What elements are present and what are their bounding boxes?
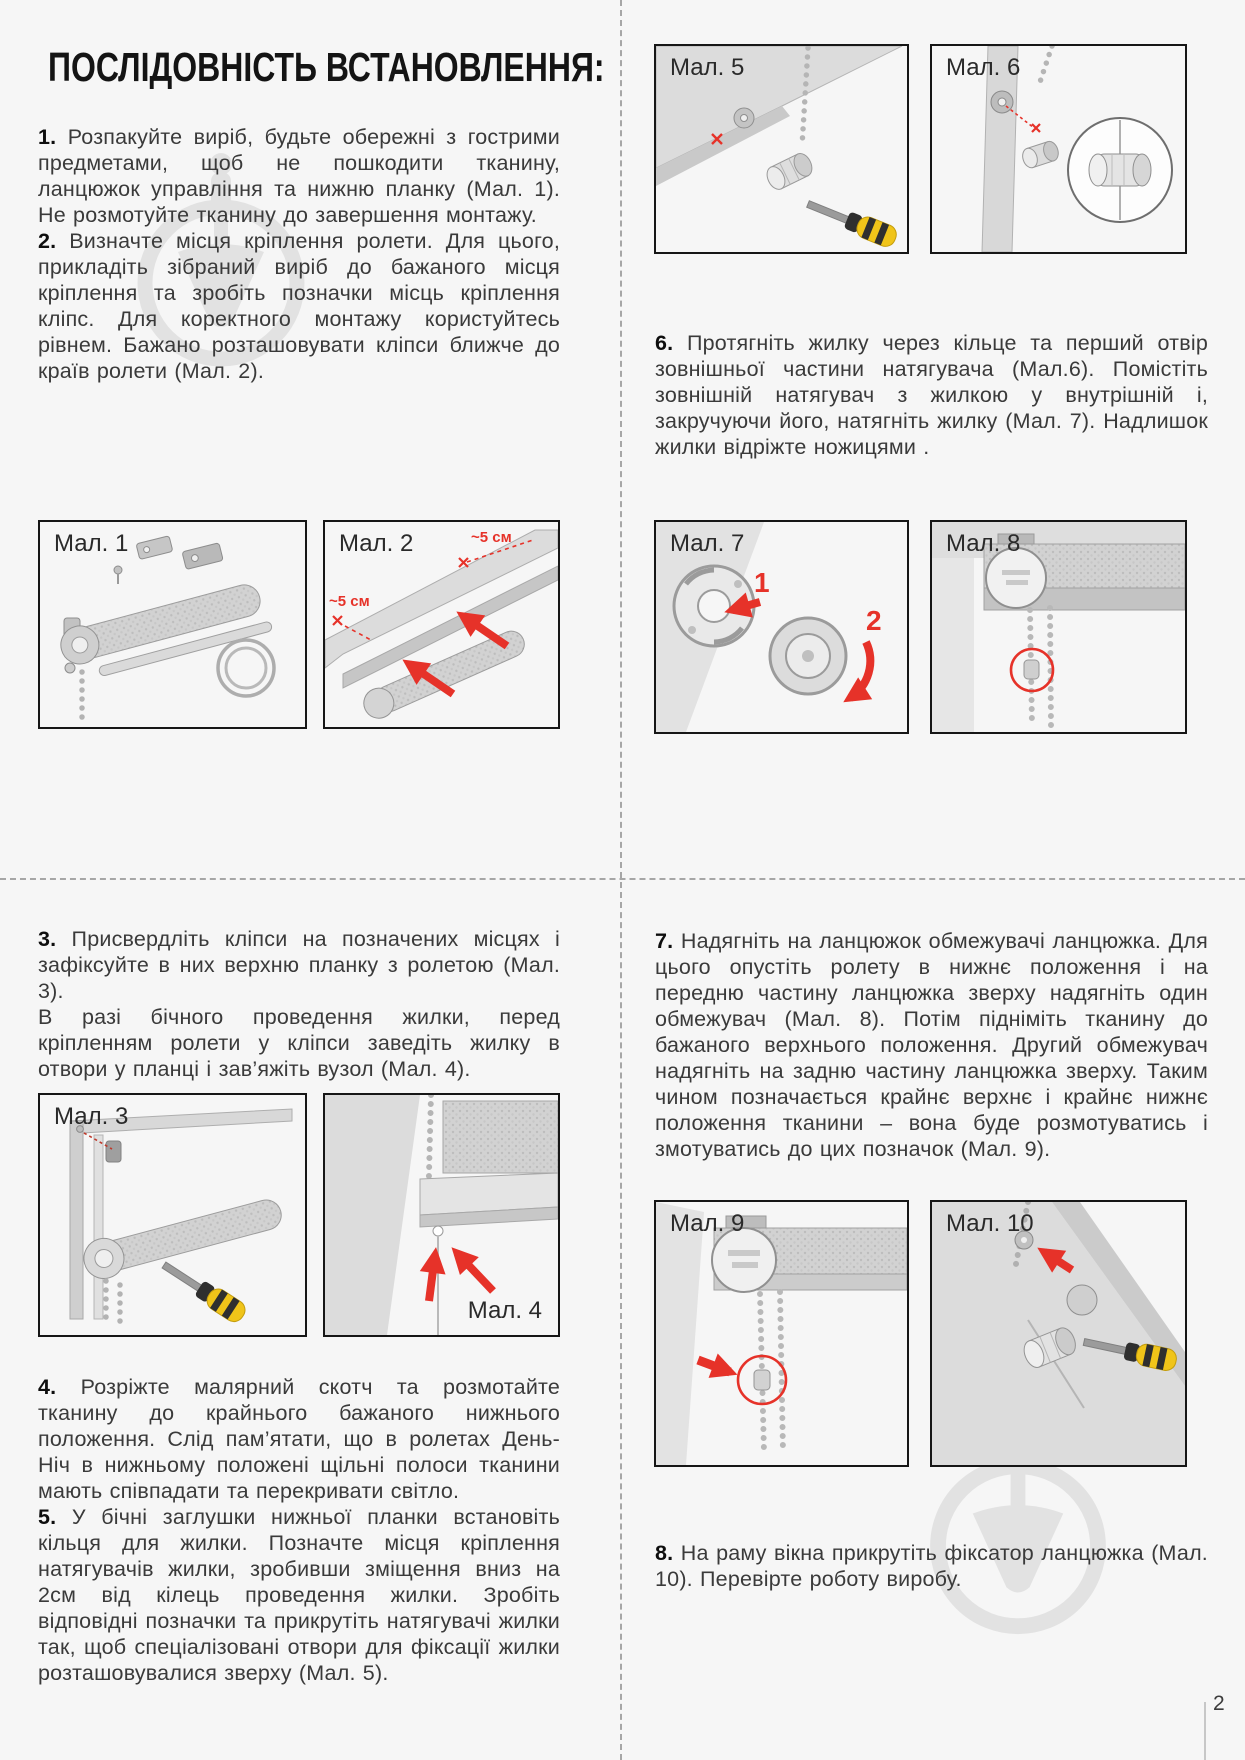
- step-1: [38, 124, 560, 228]
- step-7-number: 7.: [655, 929, 674, 953]
- fig2-left-measure-label: ~5 см: [329, 593, 370, 610]
- step-7-text: Надягніть на ланцюжок обмежувачі ланцюжка. Для цього опустіть ролету в нижнє положення і на передню частину ланцюжка зверху надягніть один обмежувач (Мал. 8). Потім підніміть тканину до бажаного верхнього положення. Другий обмежувач надягніть на задню частину ланцюжка зверху. Таким чином позначається крайнє верхнє і крайнє нижнє положення тканини – вона буде розмотуватись і змотуватись до цих позначок (Мал. 9).: [655, 929, 1208, 1161]
- figure-4-label: Мал. 4: [467, 1297, 542, 1324]
- step-8: [655, 1540, 1208, 1592]
- figure-9-box: [654, 1200, 909, 1467]
- step-8-text: На раму вікна прикрутіть фіксатор ланцюжка (Мал. 10). Перевірте роботу виробу.: [655, 1541, 1208, 1591]
- figure-8-label: Мал. 8: [946, 530, 1021, 557]
- figure-10-box: [930, 1200, 1187, 1467]
- step-6-text: Протягніть жилку через кільце та перший отвір зовнішньої частини натягувача (Мал.6). Помістіть зовнішній натягувач з жилкою у внутрішній і, закручуючи його, натягніть жилку (Мал. 7). Надлишок жилки відріжте ножицями .: [655, 331, 1208, 459]
- text-column-step-7: [655, 928, 1208, 1162]
- text-column-steps-4-5: [38, 1374, 560, 1686]
- step-3-text: Присвердліть кліпси на позначених місцях і зафіксуйте в них верхню планку з ролетою (Мал. 3).: [38, 927, 560, 1003]
- fig7-step1-label: 1: [754, 567, 770, 598]
- text-column-step-8: [655, 1540, 1208, 1592]
- step-1-text: Розпакуйте виріб, будьте обережні з гострими предметами, щоб не пошкодити тканину, ланцюжок управління та нижню планку (Мал. 1). Не розмотуйте тканину до завершення монтажу.: [38, 125, 560, 227]
- figure-3-label: Мал. 3: [54, 1103, 129, 1130]
- figure-5-box: [654, 44, 909, 254]
- page-title: ПОСЛІДОВНІСТЬ ВСТАНОВЛЕННЯ:: [48, 44, 605, 90]
- step-1-number: 1.: [38, 125, 57, 149]
- horizontal-dashed-divider: [0, 878, 1245, 880]
- vertical-dashed-divider: [620, 0, 622, 1760]
- step-4-text: Розріжте малярний скотч та розмотайте тканину до крайнього бажаного нижнього положення. Слід пам’ятати, що в ролетах День-Ніч в нижньому положені щільні полоси тканини мають співпадати та перекривати світло.: [38, 1375, 560, 1503]
- figure-2-box: [323, 520, 560, 729]
- figure-6-box: [930, 44, 1187, 254]
- step-3-continued: [38, 1004, 560, 1082]
- step-5-text: У бічні заглушки нижньої планки встановіть кільця для жилки. Позначте місця кріплення натягувачів жилки, зробивши зміщення вниз на 2см від кілець проведення жилки. Зробіть відповідні позначки та прикрутіть натягувачі жилки так, щоб спеціалізовані отвори для фіксації жилки розташовувалися зверху (Мал. 5).: [38, 1505, 560, 1685]
- step-2-text: Визначте місця кріплення ролети. Для цього, прикладіть зібраний виріб до бажаного місця кріплення та зробіть позначки місць кріплення кліпс. Для коректного монтажу користуйтесь рівнем. Бажано розташовувати кліпси ближче до країв ролети (Мал. 2).: [38, 229, 560, 383]
- figure-3-box: [38, 1093, 307, 1337]
- figure-9-illustration-chain-limiter: [656, 1202, 907, 1465]
- step-3-number: 3.: [38, 927, 57, 951]
- figure-3-illustration-mounting-roller: [40, 1095, 305, 1335]
- step-4-number: 4.: [38, 1375, 57, 1399]
- figure-10-illustration-chain-fixator: [932, 1202, 1185, 1465]
- text-column-step-6: [655, 330, 1208, 460]
- figure-1-box: [38, 520, 307, 729]
- page-number: 2: [1213, 1692, 1225, 1715]
- figure-7-box: [654, 520, 909, 734]
- step-6: [655, 330, 1208, 460]
- figure-7-label: Мал. 7: [670, 530, 745, 557]
- fig2-top-measure-label: ~5 см: [471, 529, 512, 546]
- text-column-step-3: [38, 926, 560, 1082]
- figure-2-label: Мал. 2: [339, 530, 414, 557]
- step-6-number: 6.: [655, 331, 674, 355]
- figure-6-label: Мал. 6: [946, 54, 1021, 81]
- figure-8-box: [930, 520, 1187, 734]
- figure-1-label: Мал. 1: [54, 530, 129, 557]
- fig7-step2-label: 2: [866, 605, 882, 636]
- step-4: [38, 1374, 560, 1504]
- step-3: [38, 926, 560, 1004]
- figure-10-label: Мал. 10: [946, 1210, 1034, 1237]
- step-5: [38, 1504, 560, 1686]
- step-2: [38, 228, 560, 384]
- figure-9-label: Мал. 9: [670, 1210, 745, 1237]
- figure-4-box: [323, 1093, 560, 1337]
- step-8-number: 8.: [655, 1541, 674, 1565]
- step-2-number: 2.: [38, 229, 57, 253]
- step-7: [655, 928, 1208, 1162]
- step-3-text2: В разі бічного проведення жилки, перед кріпленням ролети у кліпси заведіть жилку в отвори у планці і зав’яжіть вузол (Мал. 4).: [38, 1005, 560, 1081]
- page-number-divider: [1204, 1702, 1206, 1760]
- figure-5-label: Мал. 5: [670, 54, 745, 81]
- text-column-steps-1-2: [38, 124, 560, 384]
- step-5-number: 5.: [38, 1505, 57, 1529]
